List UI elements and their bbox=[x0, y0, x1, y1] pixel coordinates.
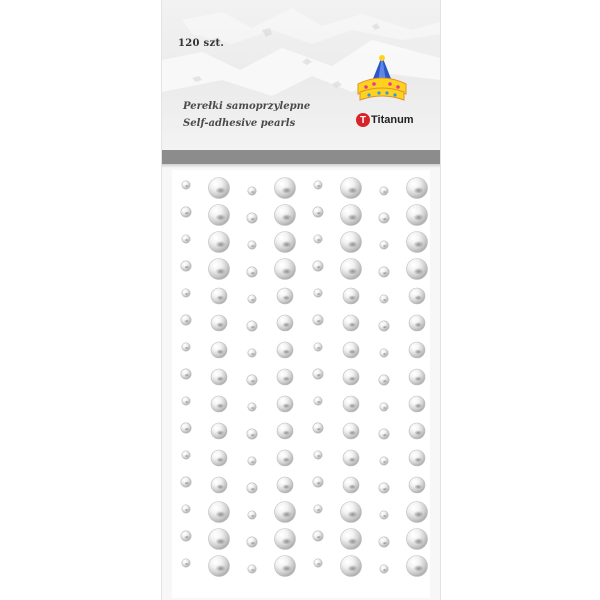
pearl bbox=[407, 502, 428, 523]
pearl bbox=[313, 207, 323, 217]
titanum-mark-icon: T bbox=[356, 113, 370, 127]
title-polish: Perełki samoprzylepne bbox=[183, 101, 311, 112]
pearl bbox=[211, 396, 227, 412]
pearl bbox=[380, 349, 388, 357]
pearl bbox=[341, 556, 362, 577]
pearl bbox=[181, 423, 191, 433]
pearl bbox=[314, 235, 322, 243]
pearl bbox=[409, 342, 425, 358]
pearl bbox=[313, 369, 323, 379]
pearl bbox=[211, 315, 227, 331]
band-shadow bbox=[162, 164, 440, 168]
pearl bbox=[380, 241, 388, 249]
pearl bbox=[211, 288, 227, 304]
pearl-sheet bbox=[172, 170, 430, 598]
pearl-grid bbox=[172, 170, 430, 598]
pearl bbox=[275, 502, 296, 523]
pearl bbox=[182, 235, 190, 243]
pearl bbox=[380, 187, 388, 195]
pearl bbox=[275, 529, 296, 550]
pearl bbox=[379, 537, 389, 547]
pearl bbox=[380, 457, 388, 465]
pearl bbox=[209, 529, 230, 550]
pearl bbox=[182, 343, 190, 351]
pearl bbox=[181, 315, 191, 325]
pearl bbox=[343, 423, 359, 439]
pearl bbox=[277, 396, 293, 412]
pearl bbox=[247, 321, 257, 331]
pearl bbox=[313, 423, 323, 433]
pearl bbox=[379, 321, 389, 331]
pearl bbox=[343, 450, 359, 466]
pearl bbox=[211, 369, 227, 385]
pearl bbox=[275, 232, 296, 253]
pearl bbox=[343, 369, 359, 385]
pearl bbox=[341, 205, 362, 226]
package-header bbox=[162, 0, 440, 150]
pearl bbox=[181, 477, 191, 487]
pearl bbox=[247, 267, 257, 277]
pearl bbox=[209, 556, 230, 577]
pearl bbox=[314, 181, 322, 189]
pearl bbox=[248, 349, 256, 357]
pearl bbox=[379, 213, 389, 223]
pearl bbox=[275, 556, 296, 577]
pearl bbox=[407, 556, 428, 577]
pearl bbox=[248, 457, 256, 465]
pearl bbox=[181, 369, 191, 379]
pearl bbox=[248, 187, 256, 195]
pearl-package bbox=[162, 0, 440, 600]
pearl bbox=[209, 259, 230, 280]
pearl bbox=[209, 232, 230, 253]
pearl bbox=[248, 565, 256, 573]
pearl bbox=[314, 559, 322, 567]
pearl bbox=[407, 232, 428, 253]
craft-fun-logo bbox=[352, 54, 412, 114]
pearl bbox=[314, 451, 322, 459]
pearl bbox=[211, 450, 227, 466]
pearl bbox=[341, 232, 362, 253]
pearl bbox=[409, 423, 425, 439]
pearl bbox=[181, 261, 191, 271]
pearl bbox=[247, 537, 257, 547]
pearl bbox=[248, 241, 256, 249]
pearl bbox=[248, 295, 256, 303]
pearl bbox=[341, 178, 362, 199]
pearl bbox=[409, 396, 425, 412]
pearl bbox=[275, 259, 296, 280]
pearl bbox=[409, 288, 425, 304]
pearl bbox=[343, 477, 359, 493]
pearl bbox=[247, 483, 257, 493]
pearl bbox=[409, 450, 425, 466]
pearl bbox=[343, 396, 359, 412]
pearl bbox=[313, 261, 323, 271]
pearl bbox=[409, 315, 425, 331]
pearl bbox=[181, 207, 191, 217]
pearl bbox=[182, 559, 190, 567]
pearl bbox=[314, 343, 322, 351]
pearl bbox=[380, 565, 388, 573]
pearl bbox=[409, 369, 425, 385]
pearl bbox=[277, 477, 293, 493]
pearl bbox=[182, 505, 190, 513]
pearl bbox=[379, 267, 389, 277]
pearl bbox=[211, 477, 227, 493]
pearl bbox=[313, 315, 323, 325]
pearl bbox=[313, 477, 323, 487]
pearl bbox=[211, 342, 227, 358]
pearl bbox=[209, 502, 230, 523]
divider-band bbox=[162, 150, 440, 164]
pearl bbox=[182, 397, 190, 405]
pearl bbox=[379, 483, 389, 493]
pearl bbox=[314, 505, 322, 513]
pearl bbox=[277, 288, 293, 304]
pearl bbox=[407, 259, 428, 280]
pearl bbox=[248, 511, 256, 519]
pearl bbox=[380, 403, 388, 411]
pearl bbox=[343, 342, 359, 358]
titanum-logo bbox=[356, 110, 426, 130]
title-english: Self-adhesive pearls bbox=[183, 118, 296, 129]
pearl bbox=[275, 178, 296, 199]
pearl bbox=[343, 315, 359, 331]
pearl bbox=[380, 295, 388, 303]
pearl bbox=[277, 342, 293, 358]
pearl bbox=[313, 531, 323, 541]
pearl bbox=[341, 259, 362, 280]
pearl bbox=[182, 289, 190, 297]
pearl bbox=[407, 529, 428, 550]
pearl bbox=[409, 477, 425, 493]
pearl bbox=[277, 423, 293, 439]
pearl bbox=[277, 450, 293, 466]
pearl bbox=[314, 397, 322, 405]
pearl bbox=[209, 178, 230, 199]
pearl bbox=[341, 502, 362, 523]
pearl bbox=[407, 178, 428, 199]
pearl bbox=[248, 403, 256, 411]
pearl bbox=[380, 511, 388, 519]
pearl bbox=[277, 369, 293, 385]
pearl bbox=[182, 181, 190, 189]
pearl bbox=[247, 375, 257, 385]
pearl bbox=[275, 205, 296, 226]
pearl bbox=[407, 205, 428, 226]
pearl bbox=[182, 451, 190, 459]
titanum-wordmark: Titanum bbox=[371, 114, 414, 126]
pearl bbox=[343, 288, 359, 304]
pearl bbox=[379, 375, 389, 385]
pearl bbox=[379, 429, 389, 439]
pearl bbox=[181, 531, 191, 541]
pearl bbox=[341, 529, 362, 550]
pearl bbox=[211, 423, 227, 439]
pearl bbox=[247, 213, 257, 223]
pearl bbox=[314, 289, 322, 297]
pearl bbox=[209, 205, 230, 226]
pearl bbox=[277, 315, 293, 331]
piece-count: 120 szt. bbox=[178, 38, 225, 49]
pearl bbox=[247, 429, 257, 439]
